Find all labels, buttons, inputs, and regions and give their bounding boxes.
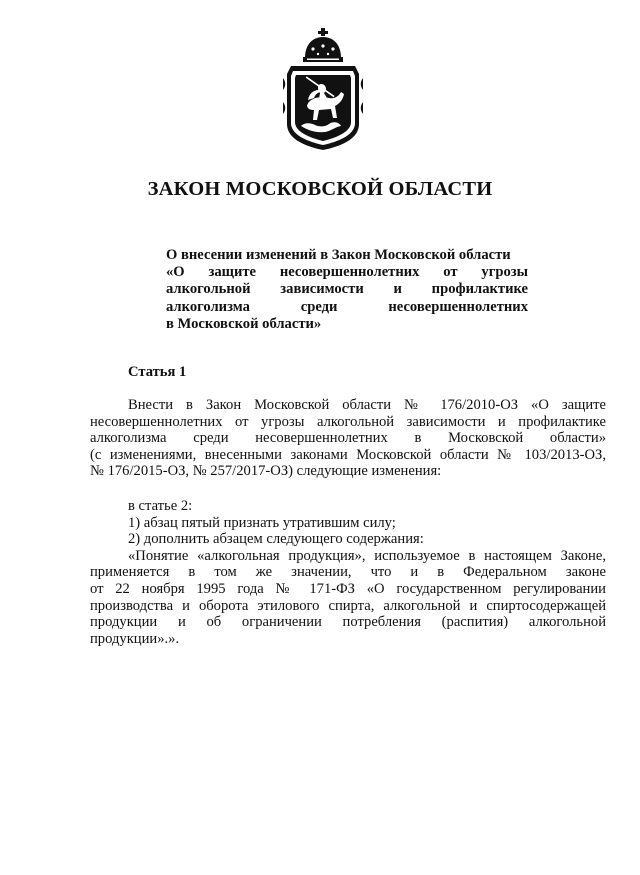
change-line: в статье 2:: [128, 498, 193, 514]
change-line: «Понятие «алкогольная продукция», используемое в настоящем Законе,: [128, 547, 606, 564]
change-line: 1) абзац пятый признать утратившим силу;: [128, 514, 396, 531]
subject-line: алкоголизма среди несовершеннолетних: [166, 298, 528, 315]
paragraph-line: № 176/2015-ОЗ, № 257/2017-ОЗ) следующие изменения:: [90, 463, 442, 480]
article-main-paragraph: [90, 397, 606, 480]
change-line: производства и оборота этилового спирта, алкогольной и спиртосодержащей: [90, 597, 606, 614]
law-title: ЗАКОН МОСКОВСКОЙ ОБЛАСТИ: [147, 178, 493, 200]
subject-line: в Московской области»: [166, 315, 322, 332]
subject-line: алкогольной зависимости и профилактике: [166, 281, 528, 298]
change-line: применяется в том же значении, что и в Федеральном законе: [90, 564, 606, 581]
subject-line: О внесении изменений в Закон Московской области: [166, 247, 511, 263]
change-line: продукции».».: [90, 630, 180, 647]
paragraph-line: Внести в Закон Московской области № 176/2010-ОЗ «О защите: [128, 397, 606, 413]
change-line: от 22 ноября 1995 года № 171-ФЗ «О государственном регулировании: [90, 580, 606, 597]
article-changes: [90, 498, 606, 647]
paragraph-line: (с изменениями, внесенными законами Московской области № 103/2013-ОЗ,: [90, 446, 606, 463]
article-heading: Статья 1: [128, 364, 187, 380]
change-line: продукции и об ограничении потребления (распития) алкогольной: [90, 614, 606, 631]
law-subject: [166, 247, 528, 333]
subject-line: «О защите несовершеннолетних от угрозы: [166, 264, 528, 281]
coat-of-arms-icon: [283, 28, 363, 152]
paragraph-line: алкоголизма среди несовершеннолетних в Московской области»: [90, 430, 606, 447]
change-line: 2) дополнить абзацем следующего содержания:: [128, 531, 424, 548]
paragraph-line: несовершеннолетних от угрозы алкогольной зависимости и профилактике: [90, 413, 606, 430]
